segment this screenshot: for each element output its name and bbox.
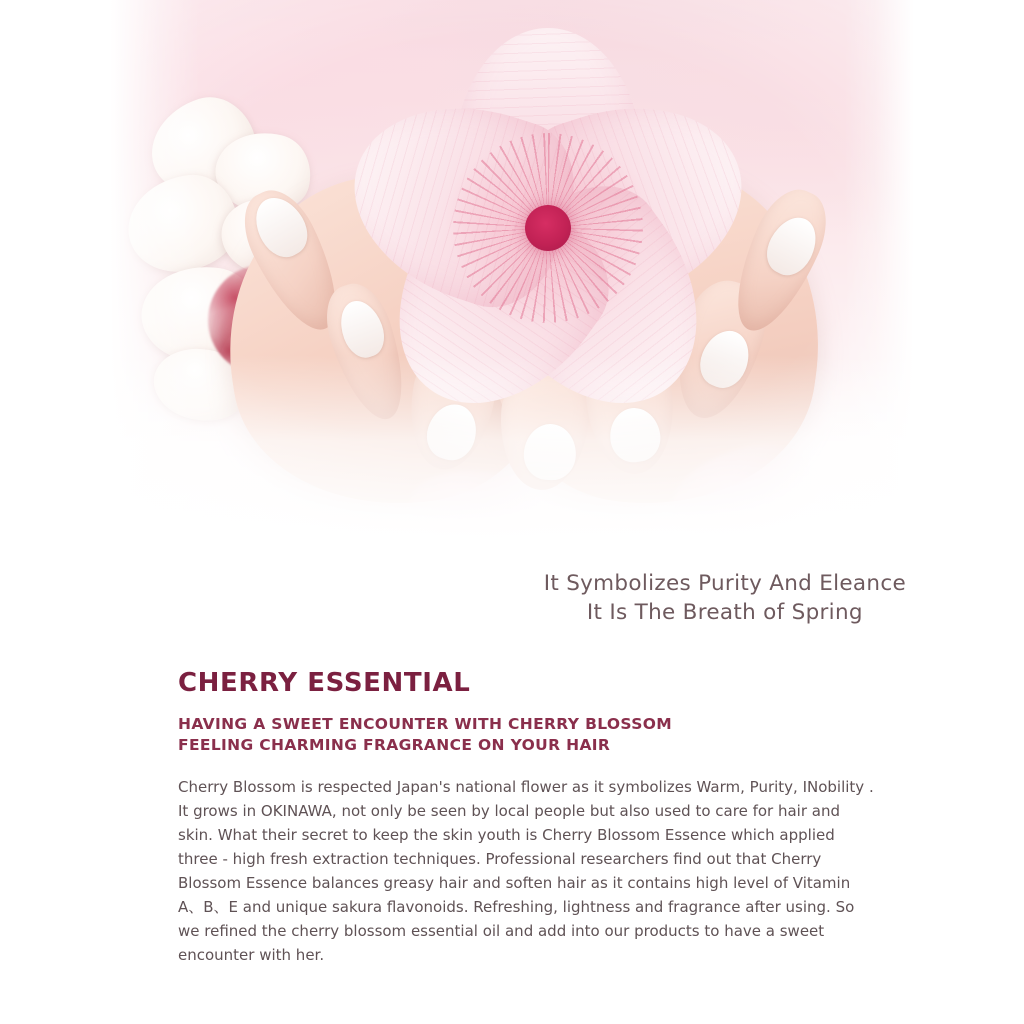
- hero-right-fade: [844, 0, 914, 545]
- content-block: [178, 668, 878, 967]
- hero-bottom-fade: [110, 355, 914, 545]
- tagline-line-1: It Symbolizes Purity And Eleance: [543, 571, 906, 596]
- sub-heading: [178, 714, 878, 757]
- tagline: [544, 570, 906, 627]
- tagline-line-2: It Is The Breath of Spring: [586, 599, 863, 625]
- body-copy: [178, 775, 878, 967]
- sub-heading-line-2: FEELING CHARMING FRAGRANCE ON YOUR HAIR: [178, 736, 611, 755]
- brand-title: CHERRY ESSENTIAL: [178, 668, 471, 698]
- hero-photo: [110, 0, 914, 545]
- body-paragraph: Cherry Blossom is respected Japan's national flower as it symbolizes Warm, Purity, INobility . It grows in OKINAWA, not only be seen by local people but also used to care for hair and skin. What their secret to keep the skin youth is Cherry Blossom Essence which applied three - high fresh extraction techniques. Professional researchers find out that Cherry Blossom Essence balances greasy hair and soften hair as it contains high level of Vitamin A、B、E and unique sakura flavonoids. Refreshing, lightness and fragrance after using. So we refined the cherry blossom essential oil and add into our products to have a sweet encounter with her.: [178, 777, 874, 964]
- hero-left-fade: [110, 0, 200, 545]
- sub-heading-line-1: HAVING A SWEET ENCOUNTER WITH CHERRY BLOSSOM: [178, 715, 673, 733]
